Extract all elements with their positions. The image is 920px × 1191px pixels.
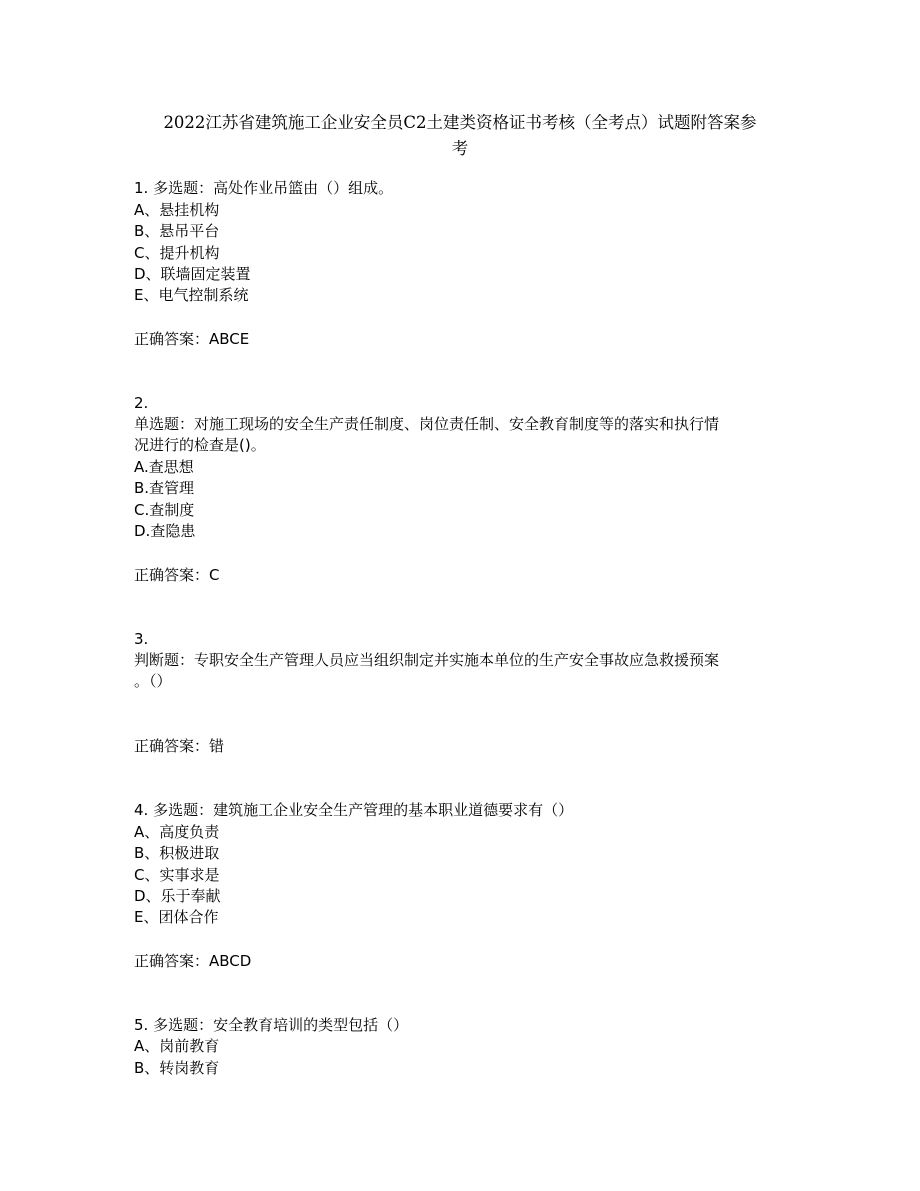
question-3-answer: 正确答案：错 xyxy=(134,737,225,755)
question-1-option-a: A、悬挂机构 xyxy=(134,201,220,219)
question-2-option-d: D.查隐患 xyxy=(134,522,196,540)
question-3-stem-line-2: 。（） xyxy=(134,672,172,690)
question-4-option-d: D、乐于奉献 xyxy=(134,887,221,905)
question-2-answer: 正确答案：C xyxy=(134,566,220,584)
question-2-stem-line-1: 单选题：对施工现场的安全生产责任制度、岗位责任制、安全教育制度等的落实和执行情 xyxy=(134,415,720,433)
question-1-stem: 1. 多选题：高处作业吊篮由（）组成。 xyxy=(134,179,394,197)
question-4-option-e: E、团体合作 xyxy=(134,908,219,926)
question-1-option-d: D、联墙固定装置 xyxy=(134,265,251,283)
question-5-option-b: B、转岗教育 xyxy=(134,1059,220,1077)
question-2-option-b: B.查管理 xyxy=(134,479,195,497)
question-1-option-e: E、电气控制系统 xyxy=(134,286,249,304)
question-4-option-b: B、积极进取 xyxy=(134,844,220,862)
question-2-option-a: A.查思想 xyxy=(134,458,194,476)
document-title xyxy=(135,110,785,162)
question-1-option-c: C、提升机构 xyxy=(134,244,220,262)
question-3-stem-line-1: 判断题：专职安全生产管理人员应当组织制定并实施本单位的生产安全事故应急救援预案 xyxy=(134,651,720,669)
question-4-answer: 正确答案：ABCD xyxy=(134,952,252,970)
question-4-option-c: C、实事求是 xyxy=(134,866,220,884)
question-4-stem: 4. 多选题：建筑施工企业安全生产管理的基本职业道德要求有（） xyxy=(134,801,574,819)
question-2-stem-line-2: 况进行的检查是()。 xyxy=(134,436,266,454)
question-3-number: 3. xyxy=(134,630,149,648)
question-5-option-a: A、岗前教育 xyxy=(134,1037,220,1055)
question-5-stem: 5. 多选题：安全教育培训的类型包括（） xyxy=(134,1016,409,1034)
document-title-line-2: 考 xyxy=(451,139,469,158)
question-1-answer: 正确答案：ABCE xyxy=(134,330,250,348)
question-1-option-b: B、悬吊平台 xyxy=(134,222,220,240)
document-title-line-1: 2022江苏省建筑施工企业安全员C2土建类资格证书考核（全考点）试题附答案参 xyxy=(163,113,757,132)
question-2-number: 2. xyxy=(134,394,149,412)
question-2-option-c: C.查制度 xyxy=(134,501,195,519)
question-4-option-a: A、高度负责 xyxy=(134,823,220,841)
